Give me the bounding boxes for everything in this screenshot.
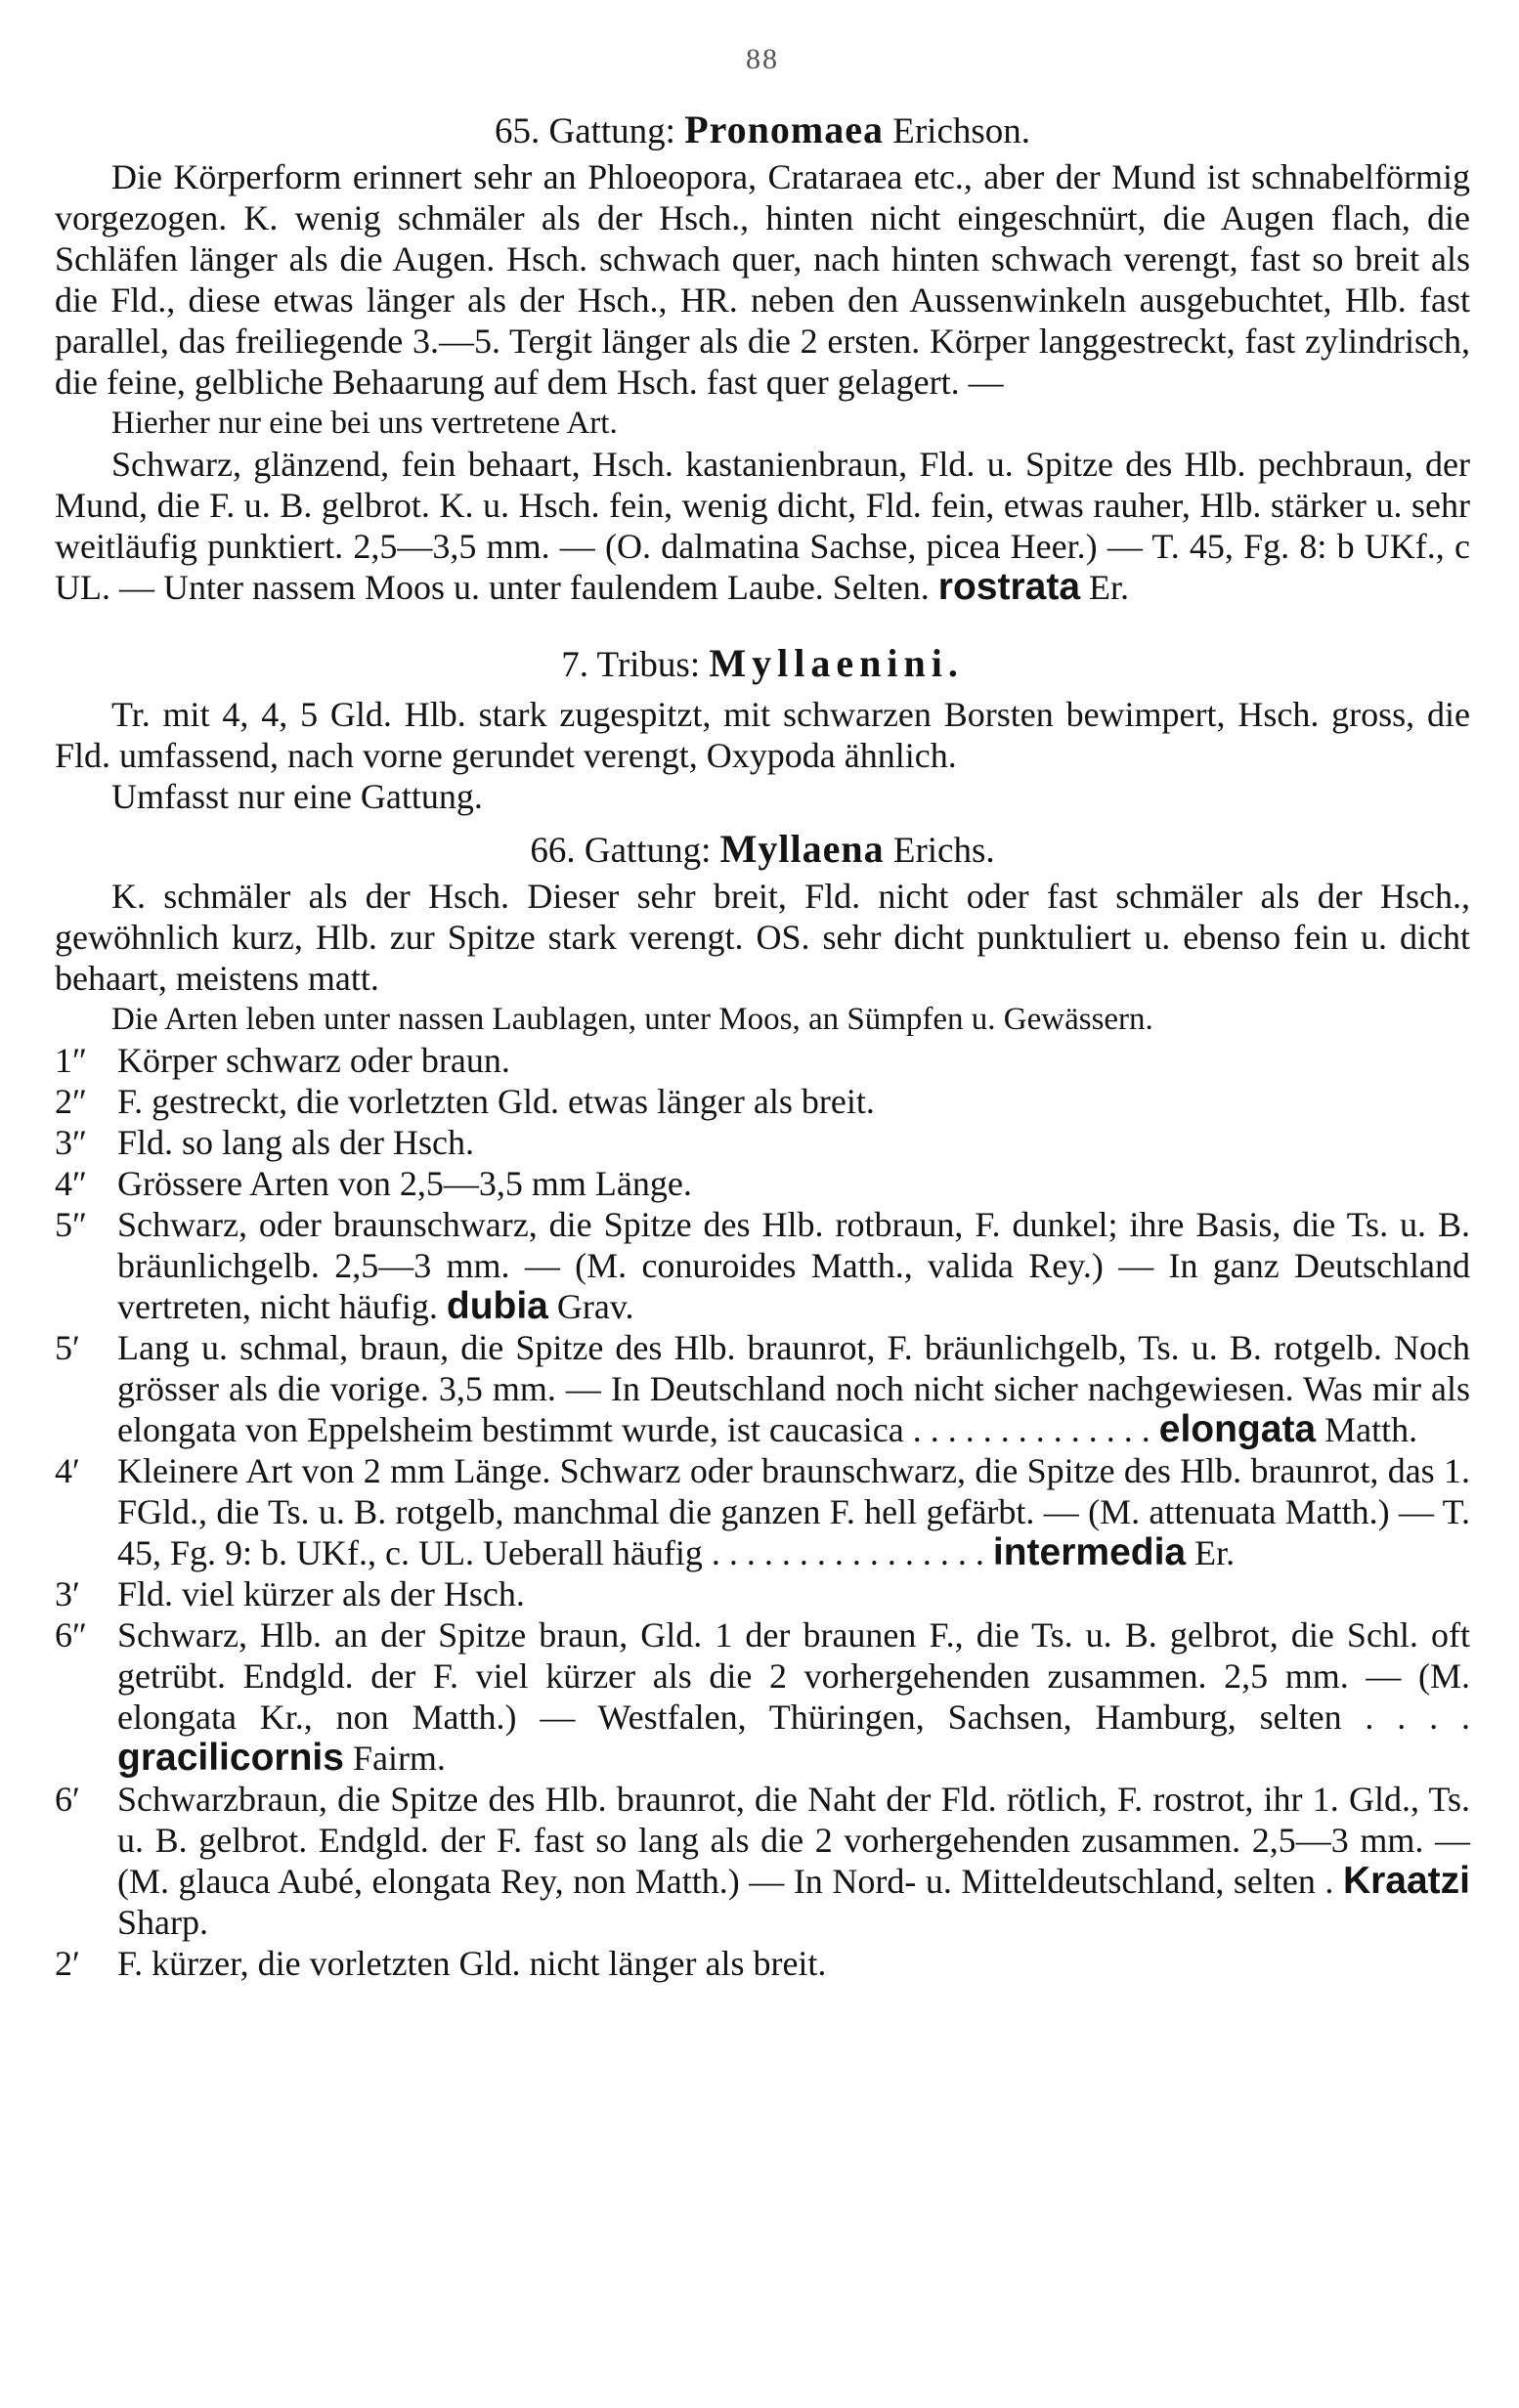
key-number: 5′ (55, 1328, 80, 1367)
key-number: 5″ (55, 1205, 87, 1244)
key-number: 3″ (55, 1123, 87, 1162)
tribus-7-heading (55, 643, 1470, 686)
key-number: 2′ (55, 1944, 80, 1983)
key-entry (55, 1122, 1470, 1163)
species-dubia-author: Grav. (556, 1287, 634, 1326)
key-number: 3′ (55, 1574, 80, 1613)
key-entry (55, 1573, 1470, 1614)
key-text: Fld. so lang als der Hsch. (117, 1123, 474, 1162)
key-text: Grössere Arten von 2,5—3,5 mm Länge. (117, 1164, 692, 1203)
key-entry (55, 1204, 1470, 1327)
genus-66-name: Myllaena (719, 827, 885, 871)
key-text: Schwarzbraun, die Spitze des Hlb. braunrot, die Naht der Fld. rötlich, F. rostrot, ihr 1. Gld., Ts. u. B. gelbrot. Endgld. der F. fast so lang als die 2 vorhergehenden zusammen. 2,5—3 mm. — (M. glauca Aubé, elongata Rey, non Matth.) — In Nord- u. Mitteldeutschland, selten . (117, 1780, 1470, 1901)
key-number: 4″ (55, 1164, 87, 1203)
key-number: 6″ (55, 1615, 87, 1655)
species-dubia-name: dubia (446, 1285, 548, 1327)
key-entry (55, 1943, 1470, 1984)
key-text-with-species (117, 1614, 1470, 1779)
page-number: 88 (746, 43, 779, 75)
species-intermedia-author: Er. (1194, 1533, 1236, 1572)
tribus-7-name: Myllaenini. (709, 641, 964, 685)
species-intermedia-name: intermedia (992, 1531, 1187, 1573)
genus-66-prefix: 66. Gattung: (530, 831, 712, 871)
species-kraatzi-author: Sharp. (117, 1903, 208, 1942)
key-entry (55, 1081, 1470, 1122)
key-entry (55, 1163, 1470, 1204)
species-elongata-name: elongata (1158, 1408, 1317, 1450)
key-number: 6′ (55, 1780, 80, 1819)
tribus-7-description: Tr. mit 4, 4, 5 Gld. Hlb. stark zugespitzt, mit schwarzen Borsten bewimpert, Hsch. gross, die Fld. umfassend, nach vorne gerundet verengt, Oxypoda ähnlich. (55, 695, 1470, 775)
genus-65-prefix: 65. Gattung: (494, 111, 675, 151)
species-rostrata-text: Schwarz, glänzend, fein behaart, Hsch. kastanienbraun, Fld. u. Spitze des Hlb. pechbraun, der Mund, die F. u. B. gelbrot. K. u. Hsch. fein, wenig dicht, Fld. fein, etwas rauher, Hlb. stärker u. sehr weitläufig punktiert. 2,5—3,5 mm. — (O. dalmatina Sachse, picea Heer.) — T. 45, Fg. 8: b UKf., c UL. — Unter nassem Moos u. unter faulendem Laube. Selten. (55, 445, 1470, 607)
genus-66-description: K. schmäler als der Hsch. Dieser sehr breit, Fld. nicht oder fast schmäler als der Hsch., gewöhnlich kurz, Hlb. zur Spitze stark verengt. OS. sehr dicht punktuliert u. ebenso fein u. dicht behaart, meistens matt. (55, 877, 1470, 998)
genus-66-author: Erichs. (892, 831, 995, 871)
genus-65-note: Hierher nur eine bei uns vertretene Art. (111, 406, 618, 441)
species-gracilicornis-name: gracilicornis (117, 1737, 344, 1779)
key-number: 4′ (55, 1451, 80, 1490)
key-text-with-species (117, 1779, 1470, 1943)
key-text-with-species (117, 1204, 1470, 1327)
species-kraatzi-name: Kraatzi (1342, 1860, 1470, 1902)
key-text: Körper schwarz oder braun. (117, 1041, 510, 1080)
tribus-7-note: Umfasst nur eine Gattung. (111, 777, 483, 816)
key-entry (55, 1327, 1470, 1450)
key-entry (55, 1040, 1470, 1081)
key-entry (55, 1614, 1470, 1779)
identification-key (55, 1040, 1470, 1984)
key-number: 2″ (55, 1082, 87, 1121)
species-gracilicornis-author: Fairm. (352, 1739, 446, 1778)
genus-66-note: Die Arten leben unter nassen Laublagen, unter Moos, an Sümpfen u. Gewässern. (111, 1002, 1153, 1037)
key-entry (55, 1779, 1470, 1943)
key-text: Schwarz, Hlb. an der Spitze braun, Gld. 1 der braunen F., die Ts. u. B. gelbrot, die Schl. oft getrübt. Endgld. der F. viel kürzer als die 2 vorhergehenden zusammen. 2,5 mm. — (M. elongata Kr., non Matth.) — Westfalen, Thüringen, Sachsen, Hamburg, selten . . . . (117, 1615, 1470, 1737)
tribus-7-prefix: 7. Tribus: (561, 645, 701, 685)
key-number: 1″ (55, 1041, 87, 1080)
key-text-with-species (117, 1450, 1470, 1573)
genus-66-heading (55, 829, 1470, 872)
key-text: F. gestreckt, die vorletzten Gld. etwas länger als breit. (117, 1082, 875, 1121)
genus-65-species-entry (55, 444, 1470, 608)
genus-65-heading (55, 109, 1470, 152)
key-entry (55, 1450, 1470, 1573)
genus-65-author: Erichson. (892, 111, 1031, 151)
genus-65-name: Pronomaea (684, 108, 884, 151)
species-elongata-author: Matth. (1324, 1410, 1418, 1449)
species-rostrata-name: rostrata (937, 566, 1081, 608)
key-text-with-species (117, 1327, 1470, 1450)
species-rostrata-author: Er. (1089, 568, 1130, 607)
key-text: Schwarz, oder braunschwarz, die Spitze des Hlb. rotbraun, F. dunkel; ihre Basis, die Ts. u. B. bräunlichgelb. 2,5—3 mm. — (M. conuroides Matth., valida Rey.) — In ganz Deutschland vertreten, nicht häufig. (117, 1205, 1470, 1326)
key-text: F. kürzer, die vorletzten Gld. nicht länger als breit. (117, 1944, 827, 1983)
key-text: Lang u. schmal, braun, die Spitze des Hlb. braunrot, F. bräunlichgelb, Ts. u. B. rotgelb. Noch grösser als die vorige. 3,5 mm. — In Deutschland noch nicht sicher nachgewiesen. Was mir als elongata von Eppelsheim bestimmt wurde, ist caucasica . . . . . . . . . . . . . . (117, 1328, 1470, 1449)
key-text: Kleinere Art von 2 mm Länge. Schwarz oder braunschwarz, die Spitze des Hlb. braunrot, das 1. FGld., die Ts. u. B. rotgelb, manchmal die ganzen F. hell gefärbt. — (M. attenuata Matth.) — T. 45, Fg. 9: b. UKf., c. UL. Ueberall häufig . . . . . . . . . . . . . . . . (117, 1451, 1470, 1572)
genus-65-description: Die Körperform erinnert sehr an Phloeopora, Crataraea etc., aber der Mund ist schnabelförmig vorgezogen. K. wenig schmäler als der Hsch., hinten nicht eingeschnürt, die Augen flach, die Schläfen länger als die Augen. Hsch. schwach quer, nach hinten schwach verengt, fast so breit als die Fld., diese etwas länger als der Hsch., HR. neben den Aussenwinkeln ausgebuchtet, Hlb. fast parallel, das freiliegende 3.—5. Tergit länger als die 2 ersten. Körper langgestreckt, fast zylindrisch, die feine, gelbliche Behaarung auf dem Hsch. fast quer gelagert. — (55, 157, 1470, 402)
key-text: Fld. viel kürzer als der Hsch. (117, 1574, 525, 1613)
